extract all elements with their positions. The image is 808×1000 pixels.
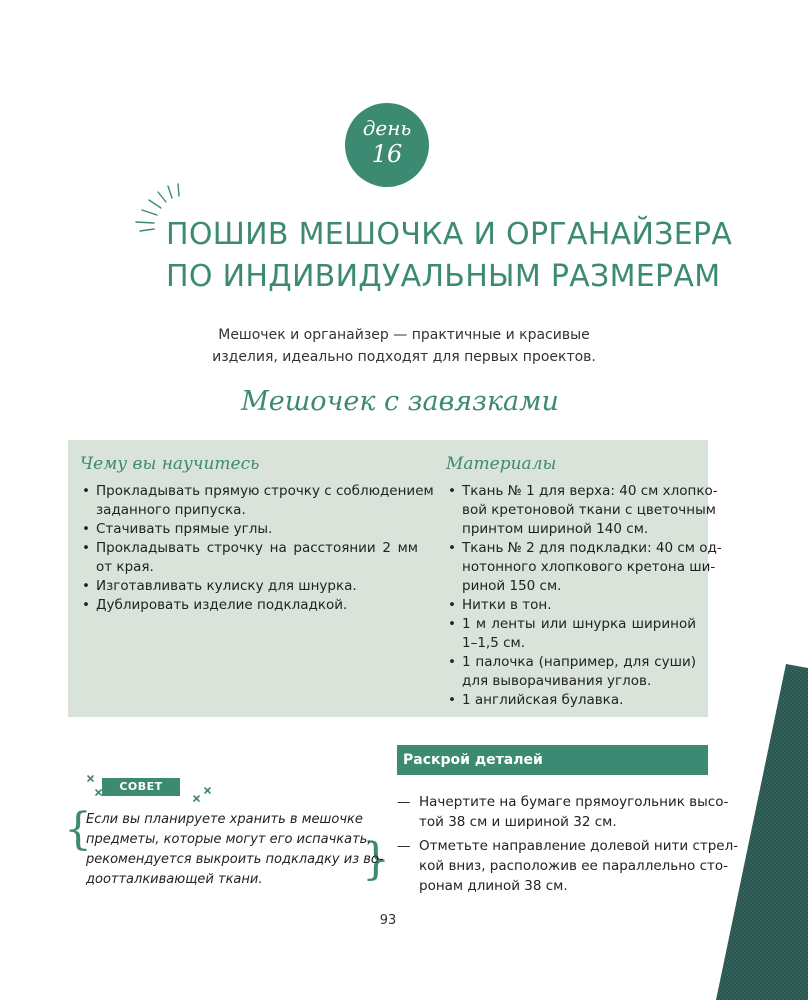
page-title — [166, 214, 733, 298]
list-item: • Нитки в тон. — [446, 596, 696, 615]
page-number: 93 — [379, 913, 397, 928]
page-title-line: ПО ИНДИВИДУАЛЬНЫМ РАЗМЕРАМ — [166, 259, 721, 294]
intro-line: Мешочек и органайзер — практичные и красивые — [218, 327, 590, 343]
learn-list — [80, 482, 434, 615]
cutting-list — [397, 792, 739, 900]
intro-line: изделия, идеально подходят для первых проектов. — [212, 349, 596, 365]
cutting-heading: Раскрой деталей — [397, 745, 708, 775]
section-subtitle: Мешочек с завязками — [241, 386, 559, 417]
materials-list — [446, 482, 722, 710]
list-item: — Начертите на бумаге прямоугольник высо- той 38 см и шириной 32 см. — [397, 792, 708, 832]
list-item: • Ткань № 2 для подкладки: 40 см од- нотонного хлопкового кретона ши- риной 150 см. — [446, 539, 696, 596]
fabric-swatch-image — [700, 640, 808, 1000]
tip-label — [86, 772, 216, 806]
page-title-line: ПОШИВ МЕШОЧКА И ОРГАНАЙЗЕРА — [166, 217, 733, 252]
list-item: • Ткань № 1 для верха: 40 см хлопко- вой кретоновой ткани с цветочным принтом шириной 140 см. — [446, 482, 696, 539]
learn-heading: Чему вы научитесь — [80, 454, 260, 474]
tip-text: Если вы планируете хранить в мешочке предметы, которые могут его испачкать, рекомендуется выкроить подкладку из во- доотталкивающей ткани. — [86, 812, 384, 887]
right-brace-icon: } — [362, 834, 390, 885]
day-badge-number: 16 — [371, 140, 403, 168]
list-item: • Прокладывать прямую строчку с соблюдением заданного припуска. — [80, 482, 418, 520]
list-item: • 1 английская булавка. — [446, 691, 696, 710]
list-item: • Прокладывать строчку на расстоянии 2 мм от края. — [80, 539, 418, 577]
list-item: • 1 палочка (например, для суши) для выворачивания углов. — [446, 653, 696, 691]
list-item: • 1 м ленты или шнурка шириной 1–1,5 см. — [446, 615, 696, 653]
day-badge-word: день — [362, 116, 412, 140]
left-brace-icon: { — [64, 804, 92, 855]
info-panel — [68, 440, 722, 717]
list-item: — Отметьте направление долевой нити стрел- кой вниз, расположив ее параллельно сто- ронам длиной 38 см. — [397, 836, 708, 896]
intro-text — [190, 324, 618, 368]
tip-label-text: СОВЕТ — [102, 778, 180, 796]
list-item: • Изготавливать кулиску для шнурка. — [80, 577, 418, 596]
list-item: • Стачивать прямые углы. — [80, 520, 418, 539]
day-badge — [345, 103, 429, 187]
materials-heading: Материалы — [446, 454, 557, 474]
list-item: • Дублировать изделие подкладкой. — [80, 596, 418, 615]
